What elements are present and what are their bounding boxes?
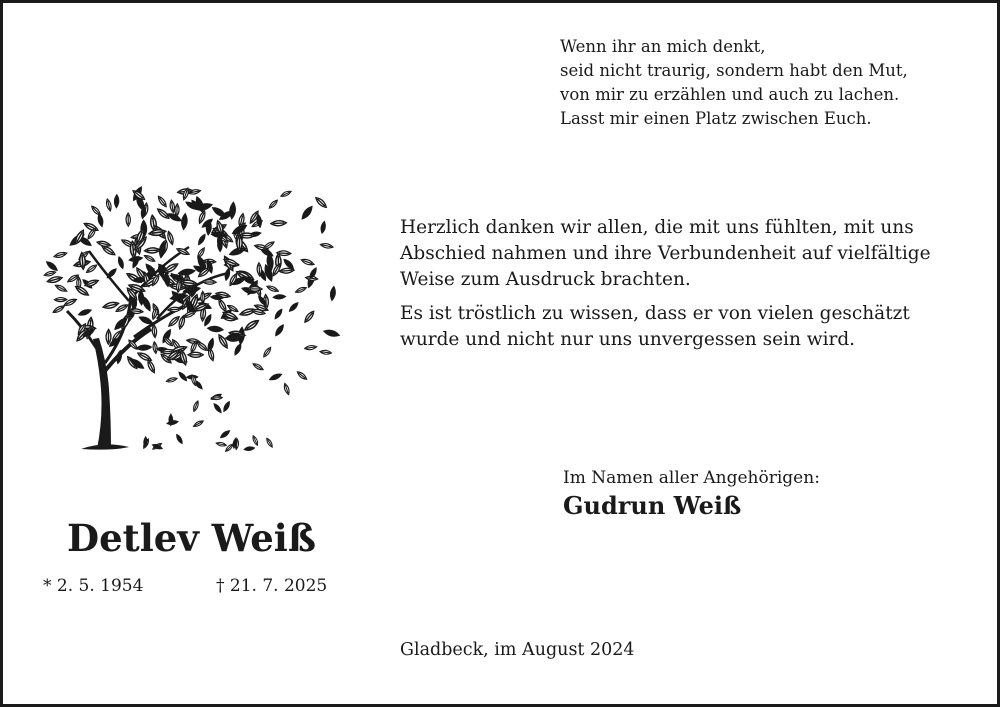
thanks-paragraph: Herzlich danken wir allen, die mit uns fühlten, mit uns Abschied nahmen und ihre Verbundenheit auf vielfältige Weise zum Ausdruck brachten. (400, 217, 931, 290)
thanks-paragraph: Es ist tröstlich zu wissen, dass er von vielen geschätzt wurde und nicht nur uns unvergessen sein wird. (400, 303, 910, 350)
poem-line: seid nicht traurig, sondern habt den Mut, (560, 61, 908, 80)
place-date: Gladbeck, im August 2024 (400, 640, 635, 660)
thanks-text (400, 215, 970, 361)
birth-date: * 2. 5. 1954 (43, 576, 144, 596)
poem (560, 35, 908, 131)
death-date: † 21. 7. 2025 (216, 576, 328, 596)
signature-name: Gudrun Weiß (563, 491, 742, 520)
tree-windblown-leaves-icon (39, 151, 349, 461)
poem-line: Lasst mir einen Platz zwischen Euch. (560, 109, 872, 128)
deceased-name: Detlev Weiß (67, 516, 316, 560)
poem-line: Wenn ihr an mich denkt, (560, 37, 766, 56)
poem-line: von mir zu erzählen und auch zu lachen. (560, 85, 900, 104)
signature-label: Im Namen aller Angehörigen: (563, 468, 820, 488)
